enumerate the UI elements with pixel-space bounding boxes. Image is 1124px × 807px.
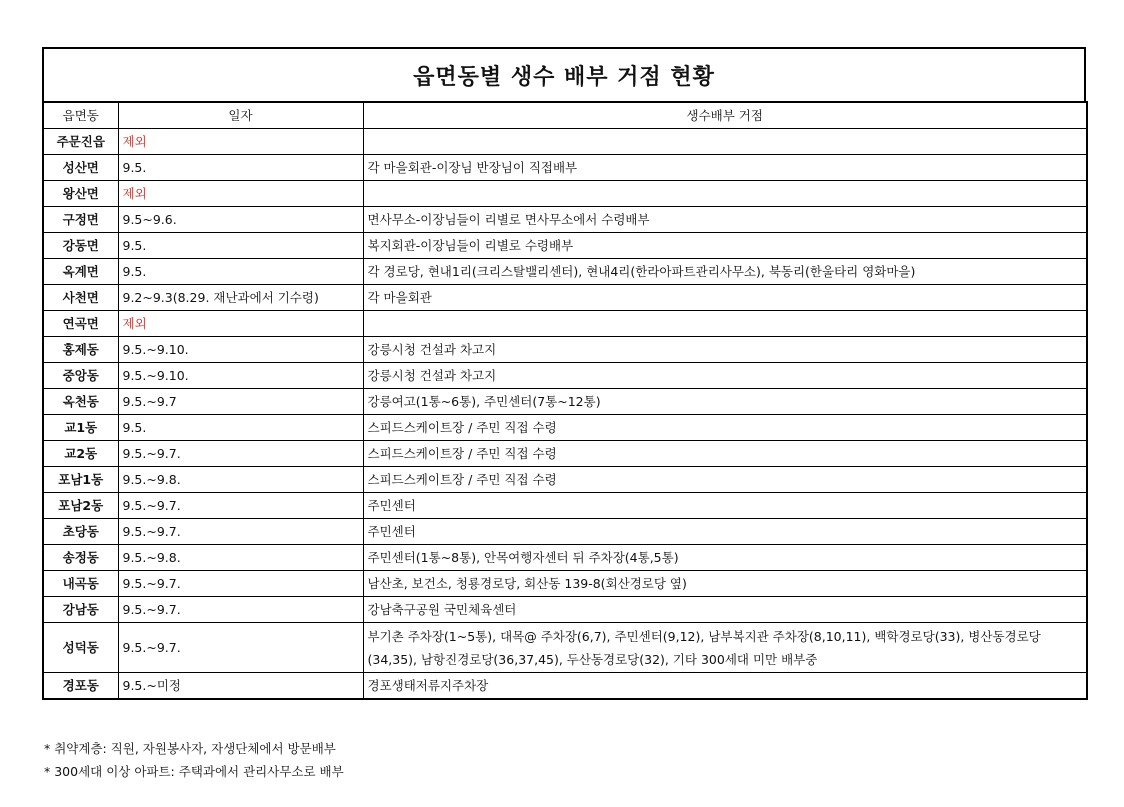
table-row bbox=[43, 129, 1087, 155]
table-row bbox=[43, 285, 1087, 311]
date-cell: 9.5.~9.7. bbox=[118, 493, 363, 519]
document-sheet bbox=[42, 47, 1086, 700]
location-cell: 강릉시청 건설과 차고지 bbox=[363, 363, 1087, 389]
excluded-date-cell: 제외 bbox=[118, 129, 363, 155]
table-row bbox=[43, 415, 1087, 441]
location-cell bbox=[363, 129, 1087, 155]
region-cell: 강남동 bbox=[43, 597, 118, 623]
table-row bbox=[43, 363, 1087, 389]
region-cell: 초당동 bbox=[43, 519, 118, 545]
date-cell: 9.5.~9.7. bbox=[118, 571, 363, 597]
footnote: * 300세대 이상 아파트: 주택과에서 관리사무소로 배부 bbox=[44, 764, 344, 779]
region-cell: 구정면 bbox=[43, 207, 118, 233]
location-cell: 남산초, 보건소, 청룡경로당, 회산동 139-8(회산경로당 옆) bbox=[363, 571, 1087, 597]
table-body bbox=[43, 129, 1087, 700]
location-cell: 스피드스케이트장 / 주민 직접 수령 bbox=[363, 441, 1087, 467]
date-cell: 9.5. bbox=[118, 259, 363, 285]
footnote: * 취약계층: 직원, 자원봉사자, 자생단체에서 방문배부 bbox=[44, 741, 336, 756]
region-cell: 송정동 bbox=[43, 545, 118, 571]
date-cell: 9.2~9.3(8.29. 재난과에서 기수령) bbox=[118, 285, 363, 311]
date-cell: 9.5.~9.7. bbox=[118, 623, 363, 673]
table-row bbox=[43, 155, 1087, 181]
location-cell: 스피드스케이트장 / 주민 직접 수령 bbox=[363, 467, 1087, 493]
region-cell: 연곡면 bbox=[43, 311, 118, 337]
date-cell: 9.5.~9.8. bbox=[118, 467, 363, 493]
table-row bbox=[43, 441, 1087, 467]
region-cell: 경포동 bbox=[43, 673, 118, 700]
location-cell: 주민센터(1통~8통), 안목여행자센터 뒤 주차장(4통,5통) bbox=[363, 545, 1087, 571]
region-cell: 왕산면 bbox=[43, 181, 118, 207]
table-row bbox=[43, 571, 1087, 597]
region-cell: 옥계면 bbox=[43, 259, 118, 285]
location-cell: 스피드스케이트장 / 주민 직접 수령 bbox=[363, 415, 1087, 441]
table-row bbox=[43, 207, 1087, 233]
table-row bbox=[43, 597, 1087, 623]
table-row bbox=[43, 311, 1087, 337]
location-cell: 부기촌 주차장(1~5통), 대목@ 주차장(6,7), 주민센터(9,12), 남부복지관 주차장(8,10,11), 백학경로당(33), 병산동경로당(34,35), 남항진경로당(36,37,45), 두산동경로당(32), 기타 300세대 미만 배부중 bbox=[363, 623, 1087, 673]
table-row bbox=[43, 623, 1087, 673]
location-cell: 면사무소-이장님들이 리별로 면사무소에서 수령배부 bbox=[363, 207, 1087, 233]
table-row bbox=[43, 259, 1087, 285]
region-cell: 사천면 bbox=[43, 285, 118, 311]
date-cell: 9.5. bbox=[118, 415, 363, 441]
excluded-date-cell: 제외 bbox=[118, 181, 363, 207]
date-cell: 9.5. bbox=[118, 233, 363, 259]
date-cell: 9.5. bbox=[118, 155, 363, 181]
location-cell: 강릉시청 건설과 차고지 bbox=[363, 337, 1087, 363]
region-cell: 포남1동 bbox=[43, 467, 118, 493]
region-cell: 교1동 bbox=[43, 415, 118, 441]
document-title: 읍면동별 생수 배부 거점 현황 bbox=[42, 47, 1086, 101]
header-date: 일자 bbox=[118, 102, 363, 129]
location-cell: 주민센터 bbox=[363, 519, 1087, 545]
header-location: 생수배부 거점 bbox=[363, 102, 1087, 129]
location-cell: 복지회관-이장님들이 리별로 수령배부 bbox=[363, 233, 1087, 259]
region-cell: 홍제동 bbox=[43, 337, 118, 363]
table-row bbox=[43, 181, 1087, 207]
excluded-date-cell: 제외 bbox=[118, 311, 363, 337]
table-row bbox=[43, 389, 1087, 415]
region-cell: 성산면 bbox=[43, 155, 118, 181]
region-cell: 주문진읍 bbox=[43, 129, 118, 155]
region-cell: 강동면 bbox=[43, 233, 118, 259]
table-row bbox=[43, 519, 1087, 545]
table-row bbox=[43, 673, 1087, 700]
footnotes bbox=[44, 737, 344, 783]
location-cell: 강릉여고(1통~6통), 주민센터(7통~12통) bbox=[363, 389, 1087, 415]
distribution-table bbox=[42, 101, 1088, 700]
table-row bbox=[43, 545, 1087, 571]
table-row bbox=[43, 233, 1087, 259]
date-cell: 9.5.~9.7. bbox=[118, 519, 363, 545]
date-cell: 9.5~9.6. bbox=[118, 207, 363, 233]
date-cell: 9.5.~9.8. bbox=[118, 545, 363, 571]
header-region: 읍면동 bbox=[43, 102, 118, 129]
table-header-row bbox=[43, 102, 1087, 129]
location-cell bbox=[363, 181, 1087, 207]
region-cell: 중앙동 bbox=[43, 363, 118, 389]
location-cell: 각 마을회관-이장님 반장님이 직접배부 bbox=[363, 155, 1087, 181]
date-cell: 9.5.~9.10. bbox=[118, 337, 363, 363]
region-cell: 교2동 bbox=[43, 441, 118, 467]
region-cell: 내곡동 bbox=[43, 571, 118, 597]
date-cell: 9.5.~미정 bbox=[118, 673, 363, 700]
date-cell: 9.5.~9.7. bbox=[118, 597, 363, 623]
date-cell: 9.5.~9.7 bbox=[118, 389, 363, 415]
table-row bbox=[43, 337, 1087, 363]
date-cell: 9.5.~9.10. bbox=[118, 363, 363, 389]
location-cell: 경포생태저류지주차장 bbox=[363, 673, 1087, 700]
location-cell: 각 경로당, 현내1리(크리스탈밸리센터), 현내4리(한라아파트관리사무소), 북동리(한울타리 영화마을) bbox=[363, 259, 1087, 285]
location-cell: 각 마을회관 bbox=[363, 285, 1087, 311]
location-cell: 주민센터 bbox=[363, 493, 1087, 519]
region-cell: 포남2동 bbox=[43, 493, 118, 519]
region-cell: 성덕동 bbox=[43, 623, 118, 673]
table-row bbox=[43, 493, 1087, 519]
table-row bbox=[43, 467, 1087, 493]
location-cell: 강남축구공원 국민체육센터 bbox=[363, 597, 1087, 623]
date-cell: 9.5.~9.7. bbox=[118, 441, 363, 467]
location-cell bbox=[363, 311, 1087, 337]
region-cell: 옥천동 bbox=[43, 389, 118, 415]
